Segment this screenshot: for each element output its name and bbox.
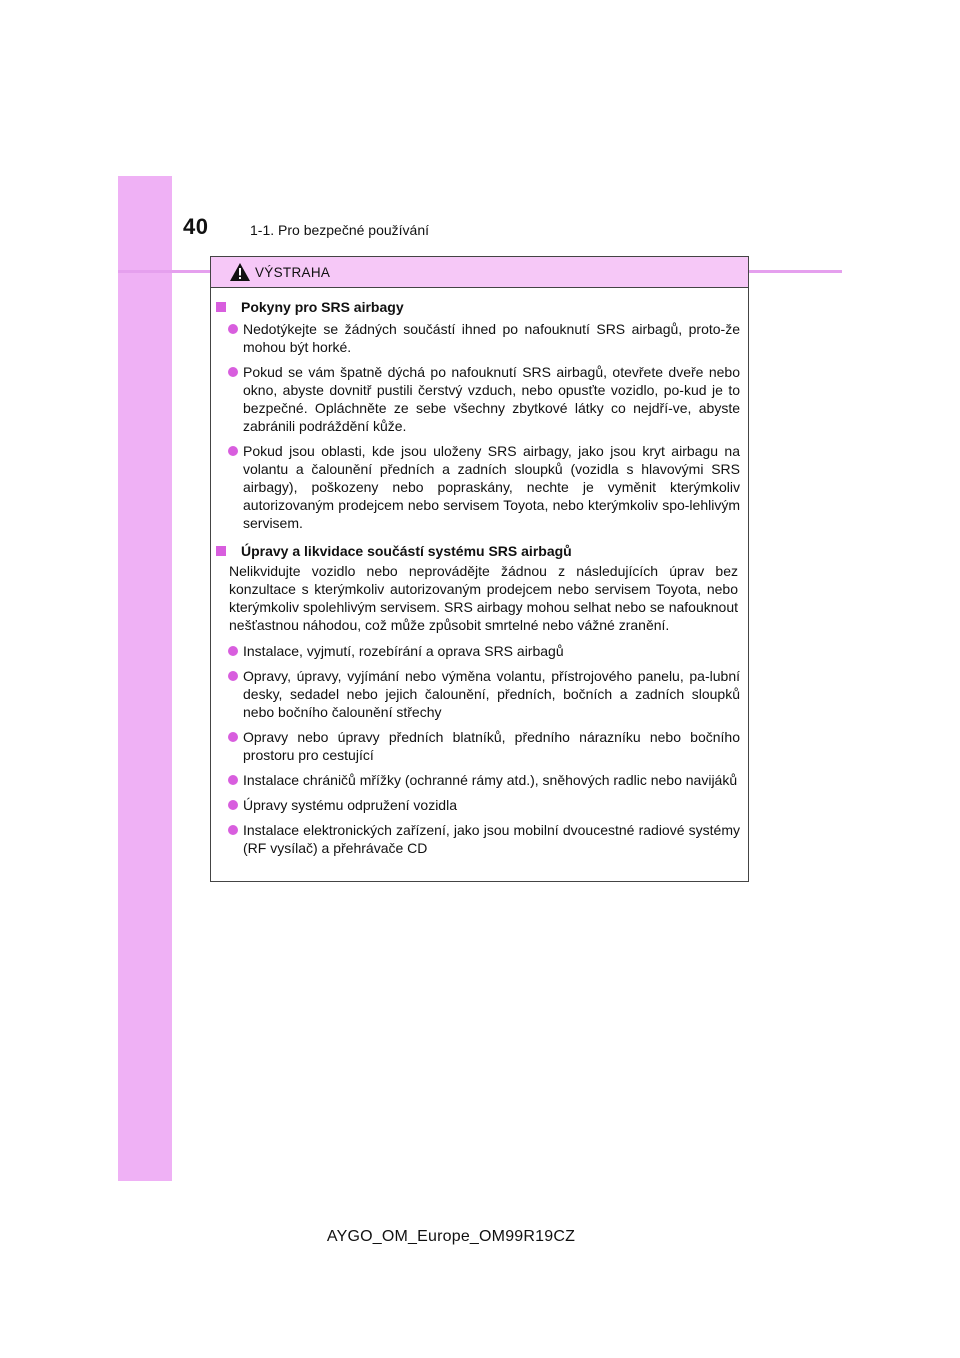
round-bullet-icon xyxy=(228,646,238,656)
warning-content xyxy=(211,298,748,864)
side-tab-band xyxy=(118,176,172,1181)
round-bullet-icon xyxy=(228,800,238,810)
warning-box xyxy=(210,256,749,882)
footer xyxy=(0,1228,960,1246)
round-bullet-icon xyxy=(228,775,238,785)
square-bullet-icon xyxy=(216,302,226,312)
round-bullet-icon xyxy=(228,671,238,681)
warning-triangle-icon xyxy=(229,262,251,282)
list-item-text: Nedotýkejte se žádných součástí ihned po nafouknutí SRS airbagů, proto-že mohou být horké. xyxy=(243,321,740,355)
round-bullet-icon xyxy=(228,825,238,835)
list-item-text: Opravy nebo úpravy předních blatníků, předního nárazníku nebo bočního prostoru pro cestující xyxy=(243,729,740,763)
warning-title: VÝSTRAHA xyxy=(255,265,331,280)
section-intro: Nelikvidujte vozidlo nebo neprovádějte žádnou z následujících úprav bez konzultace s kterýmkoliv autorizovaným prodejcem nebo servisem Toyota, nebo kterýmkoliv spolehlivým servisem. SRS airbagy mohou selhat nebo se nafouknout nešťastnou náhodou, což může způsobit smrtelné nebo vážné zranění. xyxy=(229,563,738,633)
list-item-text: Opravy, úpravy, vyjímání nebo výměna volantu, přístrojového panelu, pa-lubní desky, sedadel nebo jejich čalounění, předních, bočních a zadních sloupků nebo bočního čalounění střechy xyxy=(243,668,740,720)
list-item xyxy=(211,667,748,721)
round-bullet-icon xyxy=(228,367,238,377)
square-bullet-icon xyxy=(216,546,226,556)
list-item-text: Instalace chráničů mřížky (ochranné rámy atd.), sněhových radlic nebo navijáků xyxy=(243,772,738,788)
document-code: AYGO_OM_Europe_OM99R19CZ xyxy=(326,1228,576,1245)
list-item xyxy=(211,442,748,532)
heading-text: Pokyny pro SRS airbagy xyxy=(241,299,404,315)
round-bullet-icon xyxy=(228,732,238,742)
round-bullet-icon xyxy=(228,324,238,334)
section-title: 1-1. Pro bezpečné používání xyxy=(250,222,430,238)
list-item xyxy=(211,728,748,764)
page-number: 40 xyxy=(183,214,209,239)
list-item-text: Instalace, vyjmutí, rozebírání a oprava SRS airbagů xyxy=(243,643,564,659)
list-item xyxy=(211,320,748,356)
list-item xyxy=(211,821,748,857)
warning-header xyxy=(211,257,748,288)
list-item xyxy=(211,642,748,660)
list-item-text: Pokud jsou oblasti, kde jsou uloženy SRS airbagy, jako jsou kryt airbagu na volantu a čalounění předních a zadních sloupků (vozidla s hlavovými SRS airbagy), poškozeny nebo popraskány, nechte je vyměnit kterýmkoliv autorizovaným prodejcem nebo servisem Toyota, nebo kterýmkoliv spo-lehlivým servisem. xyxy=(243,443,740,531)
list-item-text: Úpravy systému odpružení vozidla xyxy=(243,797,457,813)
list-item-text: Pokud se vám špatně dýchá po nafouknutí SRS airbagů, otevřete dveře nebo okno, abyste dovnitř pustili čerstvý vzduch, nebo opusťte vozidlo, po-kud je to bezpečné. Opláchněte ze sebe všechny zbytkové látky co nejdří-ve, abyste zabránili podráždění kůže. xyxy=(243,364,740,434)
list-item xyxy=(211,771,748,789)
heading-text: Úpravy a likvidace součástí systému SRS airbagů xyxy=(241,543,572,559)
list-item xyxy=(211,363,748,435)
list-item xyxy=(211,796,748,814)
list-item-text: Instalace elektronických zařízení, jako jsou mobilní dvoucestné radiové systémy (RF vysílač) a přehrávače CD xyxy=(243,822,740,856)
round-bullet-icon xyxy=(228,446,238,456)
section-heading xyxy=(211,298,748,316)
section-heading xyxy=(211,542,748,560)
